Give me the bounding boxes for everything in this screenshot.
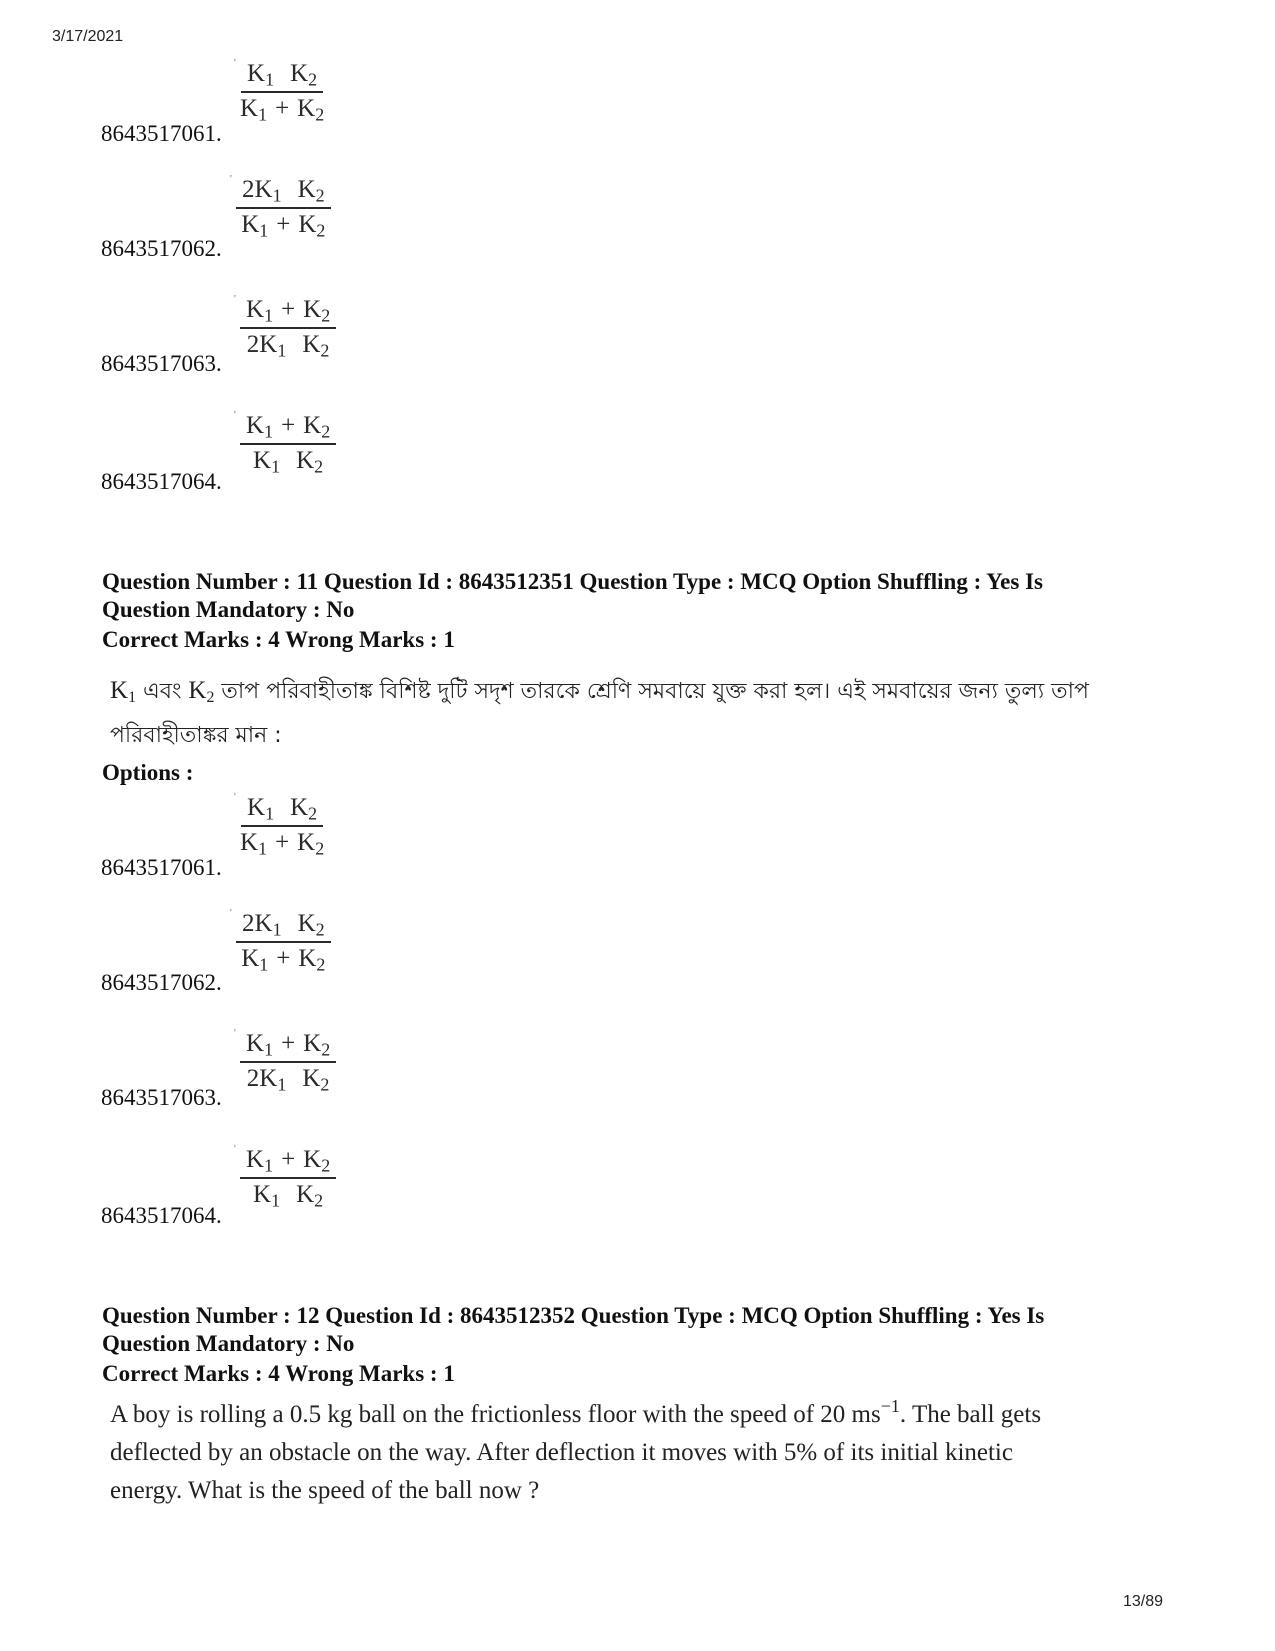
subscript: 1 <box>259 220 269 241</box>
subscript: 1 <box>265 803 275 824</box>
symbol-k: K <box>241 944 260 972</box>
subscript: 2 <box>314 1190 324 1211</box>
fraction-denominator <box>253 445 323 476</box>
tick-mark: ' <box>234 1028 236 1039</box>
question-text <box>110 672 1170 755</box>
symbol-k: K <box>259 1064 278 1092</box>
subscript: 2 <box>316 954 326 975</box>
question-text <box>110 1396 1170 1510</box>
coefficient: 2 <box>246 330 260 358</box>
fraction-numerator <box>240 296 336 329</box>
tick-mark: ' <box>234 1144 236 1155</box>
option-id: 8643517064. <box>101 1203 222 1228</box>
symbol-k: K <box>259 330 278 358</box>
symbol-k: K <box>110 677 129 704</box>
symbol-k: K <box>246 1146 265 1173</box>
symbol-k: K <box>246 296 265 323</box>
symbol-k: K <box>303 296 322 323</box>
symbol-k: K <box>297 828 316 856</box>
page-number: 13/89 <box>1122 1593 1163 1610</box>
option-formula <box>230 908 331 975</box>
symbol-k: K <box>247 794 266 821</box>
fraction <box>234 294 336 361</box>
question-header-line1: Question Number : 11 Question Id : 8643512351 Question Type : MCQ Option Shuffling : Yes Is <box>102 569 1043 594</box>
fraction <box>234 1028 336 1095</box>
fraction-denominator <box>240 827 324 858</box>
symbol-k: K <box>247 60 266 87</box>
subscript: 2 <box>315 919 325 940</box>
subscript: 1 <box>264 1039 274 1060</box>
subscript: 1 <box>271 456 281 477</box>
fraction <box>230 908 331 975</box>
tick-mark: ' <box>230 174 232 185</box>
text-fragment: তাপ পরিবাহীতাঙ্ক বিশিষ্ট দুটি সদৃশ তারকে শ্রেণি সমবায়ে যুক্ত করা হল। এই সমবায়ের জন্য তুল্য তাপ <box>214 679 1089 704</box>
option-formula <box>234 410 336 477</box>
symbol-k: K <box>240 94 259 122</box>
subscript: 2 <box>206 688 215 706</box>
question-text-line1 <box>110 672 1170 711</box>
tick-mark: ' <box>234 410 236 421</box>
symbol-k: K <box>241 210 260 238</box>
symbol-k: K <box>296 1180 315 1208</box>
symbol-k: K <box>253 1180 272 1208</box>
fraction-numerator <box>236 176 331 209</box>
fraction-numerator <box>240 1030 336 1063</box>
options-label: Options : <box>102 760 194 785</box>
subscript: 1 <box>264 1155 274 1176</box>
operator: + <box>276 210 291 238</box>
subscript: 2 <box>321 1155 331 1176</box>
text-fragment: . The ball gets <box>899 1401 1042 1428</box>
symbol-k: K <box>298 210 317 238</box>
subscript: 1 <box>259 954 269 975</box>
option-formula <box>234 1144 336 1211</box>
tick-mark: ' <box>234 58 236 69</box>
fraction <box>234 792 325 859</box>
fraction-numerator <box>241 794 323 827</box>
symbol-k: K <box>297 176 316 203</box>
symbol-k: K <box>302 1064 321 1092</box>
symbol-k: K <box>298 944 317 972</box>
symbol-k: K <box>297 910 316 937</box>
operator: + <box>275 94 290 122</box>
subscript: 1 <box>277 340 287 361</box>
option-formula <box>234 58 325 125</box>
fraction-numerator <box>240 1146 336 1179</box>
symbol-k: K <box>254 910 273 937</box>
option-formula <box>234 294 336 361</box>
option-id: 8643517063. <box>101 1085 222 1110</box>
subscript: 1 <box>272 185 282 206</box>
subscript: 1 <box>277 1074 287 1095</box>
subscript: 2 <box>316 220 326 241</box>
fraction-denominator <box>253 1179 323 1210</box>
question-header-line2: Question Mandatory : No <box>102 1331 355 1356</box>
question-text-line2: deflected by an obstacle on the way. After deflection it moves with 5% of its initial kinetic <box>110 1439 1013 1466</box>
fraction <box>234 1144 336 1211</box>
tick-mark: ' <box>234 792 236 803</box>
operator: + <box>276 944 291 972</box>
symbol-k: K <box>302 330 321 358</box>
option-id: 8643517063. <box>101 351 222 376</box>
question-text-line1 <box>110 1396 1170 1434</box>
symbol-k: K <box>290 794 309 821</box>
subscript: 1 <box>258 838 268 859</box>
subscript: 1 <box>264 421 274 442</box>
question-header <box>102 568 1162 624</box>
symbol-k: K <box>240 828 259 856</box>
subscript: 1 <box>264 305 274 326</box>
subscript: 2 <box>321 305 331 326</box>
operator: + <box>275 828 290 856</box>
fraction <box>234 58 325 125</box>
question-header <box>102 1302 1162 1358</box>
operator: + <box>281 1146 296 1173</box>
subscript: 2 <box>321 421 331 442</box>
fraction <box>230 174 331 241</box>
option-formula <box>230 174 331 241</box>
operator: + <box>281 296 296 323</box>
coefficient: 2 <box>242 176 255 203</box>
print-date: 3/17/2021 <box>52 28 124 45</box>
subscript: 2 <box>320 340 330 361</box>
subscript: 1 <box>265 69 275 90</box>
symbol-k: K <box>246 1030 265 1057</box>
tick-mark: ' <box>234 294 236 305</box>
symbol-k: K <box>253 446 272 474</box>
option-formula <box>234 792 325 859</box>
operator: + <box>281 1030 296 1057</box>
operator: + <box>281 412 296 439</box>
symbol-k: K <box>290 60 309 87</box>
fraction-numerator <box>240 412 336 445</box>
fraction-denominator <box>247 329 330 360</box>
symbol-k: K <box>188 677 207 704</box>
question-text-line3: energy. What is the speed of the ball now ? <box>110 1477 540 1504</box>
subscript: 1 <box>258 104 268 125</box>
subscript: 2 <box>308 803 318 824</box>
symbol-k: K <box>296 446 315 474</box>
question-marks: Correct Marks : 4 Wrong Marks : 1 <box>102 627 455 652</box>
subscript: 2 <box>320 1074 330 1095</box>
option-id: 8643517062. <box>101 970 222 995</box>
subscript: 1 <box>128 688 136 706</box>
option-id: 8643517061. <box>101 855 222 880</box>
symbol-k: K <box>303 1146 322 1173</box>
option-id: 8643517061. <box>101 121 222 146</box>
symbol-k: K <box>303 412 322 439</box>
fraction-denominator <box>241 943 325 974</box>
coefficient: 2 <box>242 910 255 937</box>
option-id: 8643517064. <box>101 469 222 494</box>
text-fragment: A boy is rolling a 0.5 kg ball on the frictionless floor with the speed of 20 ms <box>110 1401 881 1428</box>
coefficient: 2 <box>246 1064 260 1092</box>
option-id: 8643517062. <box>101 236 222 261</box>
subscript: 2 <box>315 104 325 125</box>
subscript: 2 <box>315 185 325 206</box>
fraction-numerator <box>241 60 323 93</box>
question-header-line2: Question Mandatory : No <box>102 597 355 622</box>
subscript: 2 <box>321 1039 331 1060</box>
subscript: 2 <box>315 838 325 859</box>
symbol-k: K <box>254 176 273 203</box>
symbol-k: K <box>297 94 316 122</box>
superscript: −1 <box>880 1396 900 1417</box>
subscript: 2 <box>314 456 324 477</box>
option-formula <box>234 1028 336 1095</box>
question-header-line1: Question Number : 12 Question Id : 8643512352 Question Type : MCQ Option Shuffling : Yes Is <box>102 1303 1045 1328</box>
fraction-denominator <box>247 1063 330 1094</box>
fraction <box>234 410 336 477</box>
subscript: 1 <box>272 919 282 940</box>
fraction-numerator <box>236 910 331 943</box>
subscript: 2 <box>308 69 318 90</box>
fraction-denominator <box>241 209 325 240</box>
question-text-line2: পরিবাহীতাঙ্কর মান : <box>110 723 282 748</box>
symbol-k: K <box>246 412 265 439</box>
question-marks: Correct Marks : 4 Wrong Marks : 1 <box>102 1361 455 1386</box>
fraction-denominator <box>240 93 324 124</box>
tick-mark: ' <box>230 908 232 919</box>
symbol-k: K <box>303 1030 322 1057</box>
text-fragment: এবং <box>135 679 189 704</box>
subscript: 1 <box>271 1190 281 1211</box>
